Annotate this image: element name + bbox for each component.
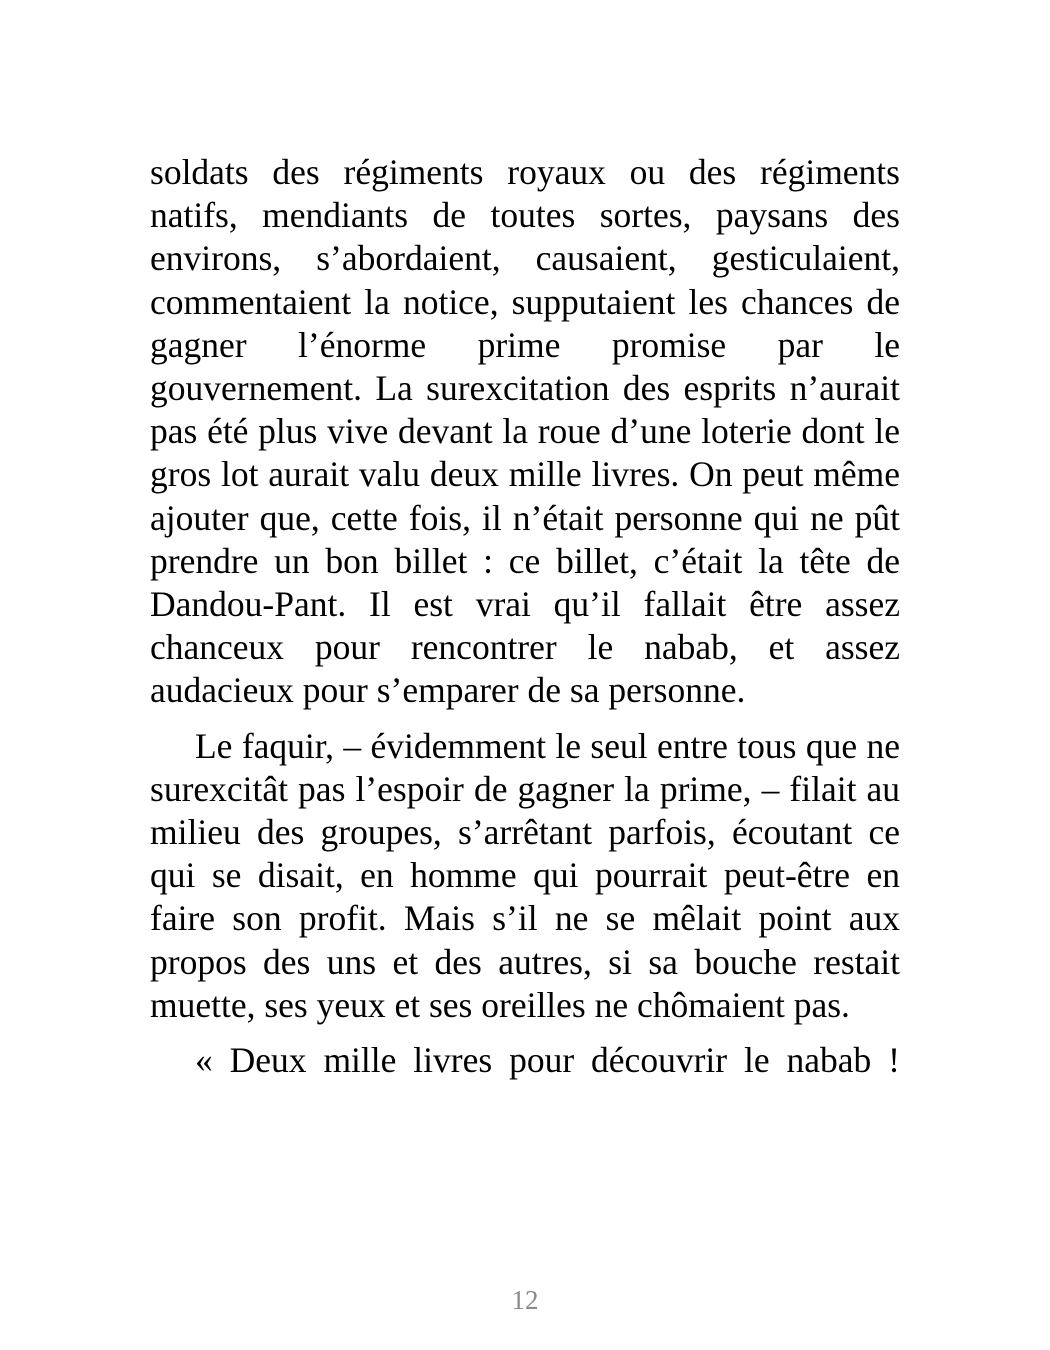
paragraph-1: soldats des régiments royaux ou des régiments natifs, mendiants de toutes sortes, paysans des environs, s’abordaient, causaient, gesticulaient, commentaient la notice, supputaient les chances de gagner l’énorme prime promise par le gouvernement. La surexcitation des esprits n’aurait pas été plus vive devant la roue d’une loterie dont le gros lot aurait valu deux mille livres. On peut même ajouter que, cette fois, il n’était personne qui ne pût prendre un bon billet : ce billet, c’était la tête de Dandou-Pant. Il est vrai qu’il fallait être assez chanceux pour rencontrer le nabab, et assez audacieux pour s’emparer de sa personne. bbox=[150, 152, 900, 711]
page-number: 12 bbox=[511, 1285, 539, 1315]
body-text bbox=[150, 151, 900, 1094]
paragraph-2: Le faquir, – évidemment le seul entre tous que ne surexcitât pas l’espoir de gagner la prime, – filait au milieu des groupes, s’arrêtant parfois, écoutant ce qui se disait, en homme qui pourrait peut-être en faire son profit. Mais s’il ne se mêlait point aux propos des uns et des autres, si sa bouche restait muette, ses yeux et ses oreilles ne chômaient pas. bbox=[150, 725, 900, 1025]
paragraph-3: « Deux mille livres pour découvrir le nabab ! bbox=[195, 1040, 900, 1081]
